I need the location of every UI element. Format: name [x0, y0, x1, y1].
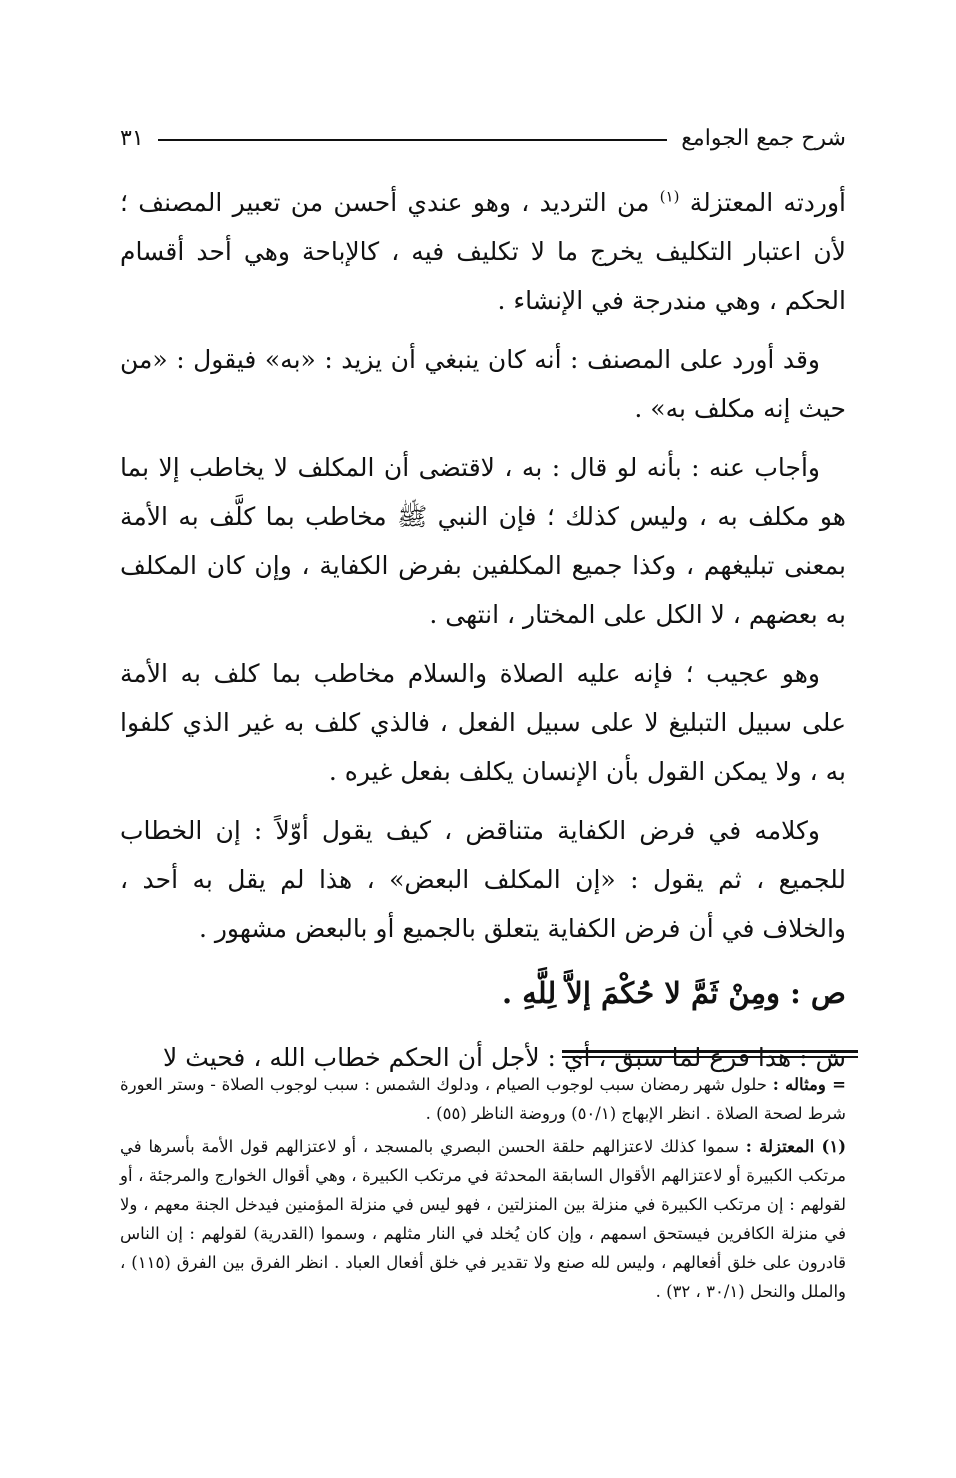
- running-header-title: شرح جمع الجوامع: [681, 125, 846, 151]
- footnote-separator: [562, 1050, 858, 1058]
- footnotes: [120, 1070, 846, 1310]
- section-heading: ص : ومِنْ ثَمَّ لا حُكْمَ إلاَّ لِلَّهِ .: [502, 976, 846, 1010]
- paragraph-3: وأجاب عنه : بأنه لو قال : به ، لاقتضى أن المكلف لا يخاطب إلا بما هو مكلف به ، وليس كذلك ؛ فإن النبي ﷺ مخاطب بما كلَّف به الأمة بمعنى تبليغهم ، وكذا جميع المكلفين بفرض الكفاية ، وإن كان المكلف به بعضهم ، لا الكل على المختار ، انتهى .: [120, 453, 846, 629]
- running-header: [120, 118, 846, 158]
- paragraph-5: وكلامه في فرض الكفاية متناقض ، كيف يقول أوّلاً : إن الخطاب للجميع ، ثم يقول : «إن المكلف البعض» ، هذا لم يقل به أحد ، والخلاف في أن فرض الكفاية يتعلق بالجميع أو بالبعض مشهور .: [120, 816, 846, 943]
- footnote-continued: [120, 1070, 846, 1128]
- footnote-1-text: سموا كذلك لاعتزالهم حلقة الحسن البصري بالمسجد ، أو لاعتزالهم قول الأمة بأسرها في مرتكب الكبيرة أو لاعتزالهم الأقوال السابقة المحدثة في مرتكب الكبيرة ، وهي أقوال الخوارج والمرجئة ، أو لقولهم : إن مرتكب الكبيرة في منزلة بين المنزلتين ، فهو ليس في منزلة المؤمنين فيدخل الجنة معهم ، ولا في منزلة الكافرين فيستحق اسمهم ، وإن كان يُخلد في النار مثلهم ، وسموا (القدرية) لقولهم : إن الناس قادرون على خلق أفعالهم ، وليس لله صنع ولا تقدير في خلق أفعال العباد . انظر الفرق بين الفرق (١١٥) ، والملل والنحل (٣٠/١ ، ٣٢) .: [120, 1137, 847, 1301]
- paragraph-6: ش : هذا فرع لما سبق ، أي : لأجل أن الحكم خطاب الله ، فحيث لا: [163, 1043, 846, 1072]
- paragraph-4: وهو عجيب ؛ فإنه عليه الصلاة والسلام مخاطب بما كلف به الأمة على سبيل التبليغ لا على سبيل الفعل ، فالذي كلف به غير الذي كلفوا به ، ولا يمكن القول بأن الإنسان يكلف بفعل غيره .: [120, 659, 846, 786]
- main-text: [120, 178, 846, 1092]
- footnote-1: [120, 1132, 846, 1306]
- footnote-1-lead: (١) المعتزلة :: [745, 1137, 846, 1156]
- footnote-continued-text: حلول شهر رمضان سبب لوجوب الصيام ، ودلوك الشمس : سبب لوجوب الصلاة - وستر العورة شرط لصحة الصلاة . انظر الإبهاج (٥٠/١) وروضة الناظر (٥٥) .: [120, 1075, 846, 1123]
- page-number: ٣١: [120, 125, 144, 151]
- footnote-continued-lead: = ومثاله :: [772, 1075, 846, 1094]
- paragraph-2: وقد أورد على المصنف : أنه كان ينبغي أن يزيد : «به» فيقول : «من حيث إنه مكلف به» .: [120, 345, 846, 423]
- paragraph-1-start: أوردته المعتزلة: [689, 188, 846, 217]
- header-rule: [158, 139, 668, 141]
- paragraph-1: [120, 178, 846, 325]
- footnote-ref-1: (١): [659, 187, 680, 206]
- paragraph-1-rest: من الترديد ، وهو عندي أحسن من تعبير المصنف ؛ لأن اعتبار التكليف يخرج ما لا تكليف فيه ، كالإباحة وهي أحد أقسام الحكم ، وهي مندرجة في الإنشاء .: [120, 188, 846, 315]
